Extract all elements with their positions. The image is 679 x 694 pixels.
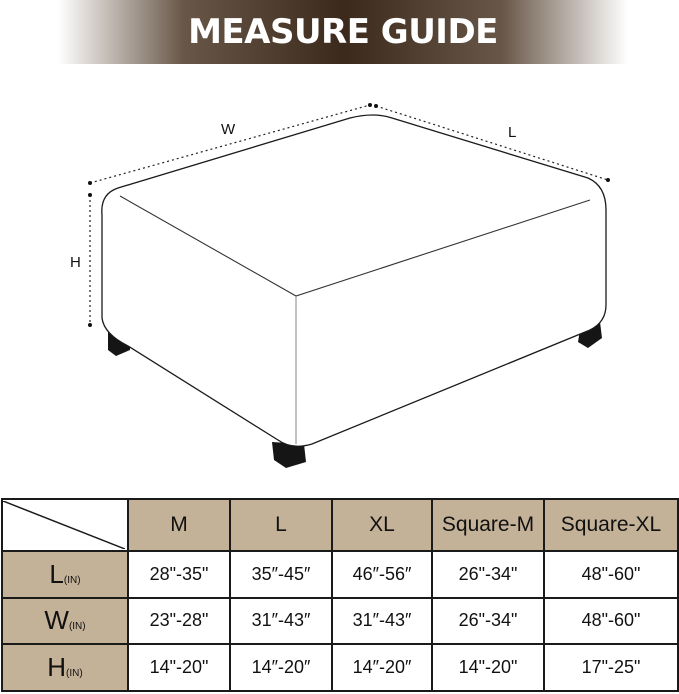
table-cell: 31″-43″ [332, 598, 432, 645]
table-cell: 17"-25" [544, 644, 678, 691]
table-cell: 48"-60" [544, 598, 678, 645]
length-label: L [508, 124, 517, 141]
row-label-text: H [47, 652, 67, 683]
column-header-square-xl: Square-XL [544, 499, 678, 551]
ottoman-diagram [0, 80, 679, 480]
table-cell: 31″-43″ [230, 598, 332, 645]
table-cell: 46″-56″ [332, 551, 432, 598]
table-cell: 14″-20″ [230, 644, 332, 691]
table-cell: 26"-34" [432, 598, 544, 645]
row-label-unit: (IN) [66, 668, 83, 680]
table-header-row [2, 499, 678, 551]
row-label-width [2, 598, 128, 645]
table-cell: 14"-20" [128, 644, 230, 691]
row-label-height [2, 644, 128, 691]
table-cell: 48"-60" [544, 551, 678, 598]
banner-title: MEASURE GUIDE [188, 12, 498, 52]
table-row [2, 551, 678, 598]
table-cell: 14″-20″ [332, 644, 432, 691]
height-label: H [70, 254, 81, 271]
table-row [2, 598, 678, 645]
diagonal-divider [3, 501, 125, 549]
ottoman-body [102, 115, 606, 446]
table-cell: 14"-20" [432, 644, 544, 691]
column-header-square-m: Square-M [432, 499, 544, 551]
column-header-xl: XL [332, 499, 432, 551]
width-label: W [221, 121, 236, 138]
table-cell: 35″-45″ [230, 551, 332, 598]
table-cell: 28"-35" [128, 551, 230, 598]
row-label-unit: (IN) [63, 574, 81, 586]
column-header-m: M [128, 499, 230, 551]
size-chart-table [1, 498, 679, 692]
row-label-text: W [44, 605, 69, 636]
table-cell: 23"-28" [128, 598, 230, 645]
table-row [2, 644, 678, 691]
table-cell: 26"-34" [432, 551, 544, 598]
header-banner [58, 0, 628, 64]
row-label-unit: (IN) [68, 621, 86, 633]
row-label-text: L [49, 558, 64, 589]
row-label-length [2, 551, 128, 598]
column-header-l: L [230, 499, 332, 551]
corner-cell [2, 499, 128, 551]
